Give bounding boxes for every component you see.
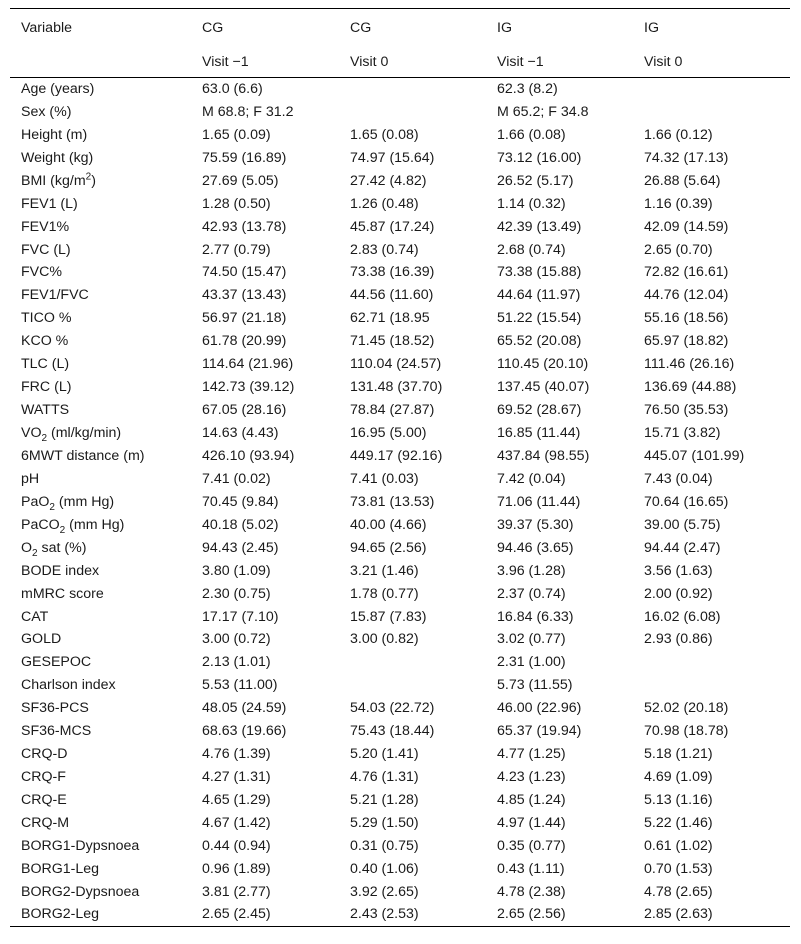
table-row: [10, 536, 790, 559]
table-row: [10, 261, 790, 284]
table-row: [10, 169, 790, 192]
cell-ig-visit-0: 2.93 (0.86): [644, 631, 713, 648]
row-label: Sex (%): [21, 103, 72, 120]
cell-ig-visit-0: 136.69 (44.88): [644, 379, 737, 396]
cell-ig-visit-minus1: 16.84 (6.33): [497, 608, 574, 625]
table-container: [10, 8, 790, 927]
row-label: CRQ-E: [21, 792, 67, 809]
cell-cg-visit-minus1: 4.65 (1.29): [202, 792, 271, 809]
cell-cg-visit-0: 5.20 (1.41): [350, 746, 419, 763]
cell-ig-visit-0: 70.98 (18.78): [644, 723, 729, 740]
cell-cg-visit-0: 4.76 (1.31): [350, 769, 419, 786]
table-row: [10, 376, 790, 399]
cell-cg-visit-0: 0.40 (1.06): [350, 860, 419, 877]
table-row: [10, 812, 790, 835]
cell-cg-visit-0: 62.71 (18.95: [350, 310, 430, 327]
cell-ig-visit-minus1: 4.85 (1.24): [497, 792, 566, 809]
cell-cg-visit-0: 75.43 (18.44): [350, 723, 435, 740]
cell-cg-visit-minus1: 94.43 (2.45): [202, 539, 279, 556]
cell-cg-visit-minus1: 75.59 (16.89): [202, 149, 287, 166]
header-visit-cg-0: Visit 0: [350, 54, 389, 70]
cell-ig-visit-minus1: 1.66 (0.08): [497, 126, 566, 143]
data-table: [10, 8, 790, 927]
row-label: CRQ-D: [21, 746, 68, 763]
cell-ig-visit-0: [633, 100, 790, 123]
cell-cg-visit-minus1: 74.50 (15.47): [202, 264, 287, 281]
cell-ig-visit-0: 15.71 (3.82): [644, 425, 721, 442]
cell-cg-visit-0: 131.48 (37.70): [350, 379, 443, 396]
row-label-tail: sat (%): [37, 539, 87, 556]
row-label: SF36-MCS: [21, 723, 92, 740]
cell-ig-visit-0: 52.02 (20.18): [644, 700, 729, 717]
cell-cg-visit-minus1: 43.37 (13.43): [202, 287, 287, 304]
header-row-group: [10, 9, 790, 48]
row-label: KCO %: [21, 333, 69, 350]
row-label-main: VO: [21, 425, 42, 442]
cell-ig-visit-0: 5.18 (1.21): [644, 746, 713, 763]
row-label: TLC (L): [21, 356, 70, 373]
cell-cg-visit-minus1: 4.76 (1.39): [202, 746, 271, 763]
cell-cg-visit-minus1: 4.27 (1.31): [202, 769, 271, 786]
cell-cg-visit-0: 44.56 (11.60): [350, 287, 434, 304]
cell-cg-visit-0: 1.26 (0.48): [350, 195, 419, 212]
table-row: [10, 445, 790, 468]
cell-ig-visit-0: 445.07 (101.99): [644, 447, 745, 464]
cell-ig-visit-minus1: 26.52 (5.17): [497, 172, 574, 189]
table-row: [10, 766, 790, 789]
table-row: [10, 720, 790, 743]
cell-ig-visit-minus1: 39.37 (5.30): [497, 516, 574, 533]
table-row: [10, 238, 790, 261]
cell-ig-visit-0: 65.97 (18.82): [644, 333, 729, 350]
cell-cg-visit-0: 2.43 (2.53): [350, 906, 419, 923]
header-visit-ig-0: Visit 0: [644, 54, 683, 70]
cell-cg-visit-minus1: 5.53 (11.00): [202, 677, 278, 694]
row-label-main: PaO: [21, 493, 50, 510]
row-label: [10, 490, 191, 513]
cell-ig-visit-minus1: 73.38 (15.88): [497, 264, 582, 281]
cell-ig-visit-0: [633, 78, 790, 101]
cell-ig-visit-minus1: 46.00 (22.96): [497, 700, 582, 717]
table-row: [10, 422, 790, 445]
cell-cg-visit-minus1: 0.96 (1.89): [202, 860, 271, 877]
table-row: [10, 123, 790, 146]
cell-ig-visit-0: 4.78 (2.65): [644, 883, 713, 900]
row-label-subscript: 2: [41, 432, 48, 444]
row-label: BORG2-Dypsnoea: [21, 883, 140, 900]
table-header: [10, 9, 790, 78]
cell-ig-visit-0: 1.16 (0.39): [644, 195, 713, 212]
cell-ig-visit-0: 0.61 (1.02): [644, 837, 713, 854]
row-label-subscript: 2: [49, 501, 55, 513]
cell-ig-visit-minus1: 2.31 (1.00): [497, 654, 566, 671]
row-label-main: O: [21, 539, 33, 556]
cell-cg-visit-minus1: M 68.8; F 31.2: [202, 103, 294, 120]
cell-ig-visit-minus1: 3.96 (1.28): [497, 562, 566, 579]
cell-cg-visit-minus1: 3.81 (2.77): [202, 883, 271, 900]
row-label-tail: (mm Hg): [54, 493, 115, 510]
cell-ig-visit-minus1: 4.78 (2.38): [497, 883, 566, 900]
cell-ig-visit-minus1: 4.23 (1.23): [497, 769, 566, 786]
row-label: CRQ-M: [21, 814, 70, 831]
row-label: FVC%: [21, 264, 62, 281]
cell-cg-visit-minus1: 114.64 (21.96): [202, 356, 294, 373]
row-label: Charlson index: [21, 677, 116, 694]
table-row: [10, 697, 790, 720]
cell-cg-visit-minus1: 2.13 (1.01): [202, 654, 271, 671]
cell-cg-visit-minus1: 56.97 (21.18): [202, 310, 287, 327]
cell-cg-visit-0: 1.65 (0.08): [350, 126, 419, 143]
cell-ig-visit-minus1: 0.35 (0.77): [497, 837, 566, 854]
cell-cg-visit-0: [339, 651, 486, 674]
cell-ig-visit-minus1: 42.39 (13.49): [497, 218, 582, 235]
table-row: [10, 651, 790, 674]
cell-ig-visit-0: 5.22 (1.46): [644, 814, 713, 831]
cell-ig-visit-0: 70.64 (16.65): [644, 493, 729, 510]
cell-cg-visit-minus1: 0.44 (0.94): [202, 837, 271, 854]
cell-ig-visit-minus1: 51.22 (15.54): [497, 310, 582, 327]
cell-ig-visit-0: 42.09 (14.59): [644, 218, 729, 235]
cell-cg-visit-minus1: 14.63 (4.43): [202, 425, 279, 442]
cell-ig-visit-0: 3.56 (1.63): [644, 562, 713, 579]
cell-ig-visit-0: 1.66 (0.12): [644, 126, 713, 143]
table-row: [10, 307, 790, 330]
table-row: [10, 743, 790, 766]
cell-cg-visit-0: 94.65 (2.56): [350, 539, 427, 556]
cell-ig-visit-minus1: 16.85 (11.44): [497, 425, 581, 442]
table-row: [10, 834, 790, 857]
cell-ig-visit-minus1: 7.42 (0.04): [497, 470, 566, 487]
cell-ig-visit-minus1: 2.65 (2.56): [497, 906, 566, 923]
table-row: [10, 880, 790, 903]
cell-ig-visit-0: 2.65 (0.70): [644, 241, 713, 258]
row-label: BORG2-Leg: [21, 906, 100, 923]
cell-ig-visit-0: 5.13 (1.16): [644, 792, 713, 809]
cell-ig-visit-minus1: 2.37 (0.74): [497, 585, 566, 602]
row-label: mMRC score: [21, 585, 104, 602]
row-label: FVC (L): [21, 241, 71, 258]
cell-ig-visit-0: 55.16 (18.56): [644, 310, 729, 327]
table-row: [10, 628, 790, 651]
row-label: WATTS: [21, 402, 70, 419]
row-label: CAT: [21, 608, 49, 625]
header-ig-2: IG: [644, 20, 659, 36]
cell-cg-visit-minus1: 426.10 (93.94): [202, 447, 295, 464]
header-ig-1: IG: [497, 20, 512, 36]
cell-cg-visit-0: [339, 100, 486, 123]
cell-ig-visit-0: 94.44 (2.47): [644, 539, 721, 556]
cell-cg-visit-0: 15.87 (7.83): [350, 608, 427, 625]
cell-ig-visit-minus1: 65.37 (19.94): [497, 723, 582, 740]
row-label: GOLD: [21, 631, 62, 648]
cell-ig-visit-minus1: M 65.2; F 34.8: [497, 103, 589, 120]
cell-cg-visit-minus1: 3.00 (0.72): [202, 631, 271, 648]
table-row: [10, 559, 790, 582]
cell-cg-visit-0: 110.04 (24.57): [350, 356, 442, 373]
cell-ig-visit-minus1: 0.43 (1.11): [497, 860, 565, 877]
cell-cg-visit-0: 27.42 (4.82): [350, 172, 427, 189]
cell-ig-visit-minus1: 137.45 (40.07): [497, 379, 590, 396]
cell-ig-visit-0: 4.69 (1.09): [644, 769, 713, 786]
row-label-subscript: 2: [32, 547, 38, 559]
row-label-main: BMI (kg/m: [21, 172, 86, 189]
cell-cg-visit-minus1: 42.93 (13.78): [202, 218, 287, 235]
cell-cg-visit-0: 3.00 (0.82): [350, 631, 419, 648]
row-label: FEV1%: [21, 218, 70, 235]
cell-cg-visit-0: 3.21 (1.46): [350, 562, 419, 579]
table-row: [10, 513, 790, 536]
cell-ig-visit-0: 7.43 (0.04): [644, 470, 713, 487]
cell-ig-visit-minus1: 2.68 (0.74): [497, 241, 566, 258]
cell-ig-visit-minus1: 5.73 (11.55): [497, 677, 573, 694]
cell-ig-visit-0: 2.00 (0.92): [644, 585, 713, 602]
cell-ig-visit-minus1: 69.52 (28.67): [497, 402, 582, 419]
table-row: [10, 674, 790, 697]
cell-cg-visit-minus1: 2.30 (0.75): [202, 585, 271, 602]
cell-cg-visit-minus1: 27.69 (5.05): [202, 172, 279, 189]
cell-ig-visit-0: 111.46 (26.16): [644, 356, 735, 373]
cell-cg-visit-0: [339, 674, 486, 697]
table-row: [10, 146, 790, 169]
cell-cg-visit-0: 5.29 (1.50): [350, 814, 419, 831]
table-row: [10, 789, 790, 812]
row-label: Age (years): [21, 81, 95, 98]
row-label: [10, 513, 191, 536]
cell-ig-visit-minus1: 1.14 (0.32): [497, 195, 566, 212]
cell-ig-visit-minus1: 62.3 (8.2): [497, 81, 558, 98]
table-row: [10, 284, 790, 307]
cell-cg-visit-0: 73.81 (13.53): [350, 493, 435, 510]
cell-ig-visit-minus1: 3.02 (0.77): [497, 631, 566, 648]
table-row: [10, 467, 790, 490]
row-label: BORG1-Leg: [21, 860, 100, 877]
row-label: 6MWT distance (m): [21, 447, 145, 464]
cell-cg-visit-0: 74.97 (15.64): [350, 149, 435, 166]
cell-cg-visit-minus1: 1.65 (0.09): [202, 126, 271, 143]
row-label-subscript: 2: [59, 524, 66, 536]
cell-cg-visit-0: 3.92 (2.65): [350, 883, 419, 900]
row-label: [10, 169, 191, 192]
cell-ig-visit-minus1: 73.12 (16.00): [497, 149, 582, 166]
header-visit-ig-minus1: Visit −1: [497, 54, 544, 70]
table-row: [10, 215, 790, 238]
cell-ig-visit-minus1: 110.45 (20.10): [497, 356, 589, 373]
row-label: [10, 422, 191, 445]
cell-cg-visit-minus1: 7.41 (0.02): [202, 470, 271, 487]
cell-cg-visit-0: 73.38 (16.39): [350, 264, 435, 281]
cell-cg-visit-0: 5.21 (1.28): [350, 792, 419, 809]
cell-cg-visit-0: 2.83 (0.74): [350, 241, 419, 258]
cell-ig-visit-minus1: 71.06 (11.44): [497, 493, 581, 510]
header-cg-2: CG: [350, 20, 372, 36]
header-variable: Variable: [21, 20, 72, 36]
row-label: FEV1 (L): [21, 195, 78, 212]
cell-cg-visit-minus1: 1.28 (0.50): [202, 195, 271, 212]
cell-ig-visit-0: 44.76 (12.04): [644, 287, 729, 304]
cell-cg-visit-0: 54.03 (22.72): [350, 700, 435, 717]
row-label: Height (m): [21, 126, 88, 143]
cell-cg-visit-0: 78.84 (27.87): [350, 402, 435, 419]
cell-cg-visit-minus1: 67.05 (28.16): [202, 402, 287, 419]
cell-ig-visit-0: 16.02 (6.08): [644, 608, 721, 625]
table-row: [10, 903, 790, 926]
cell-ig-visit-0: 0.70 (1.53): [644, 860, 713, 877]
cell-ig-visit-0: [633, 674, 790, 697]
table-row: [10, 490, 790, 513]
cell-cg-visit-minus1: 61.78 (20.99): [202, 333, 287, 350]
cell-cg-visit-minus1: 142.73 (39.12): [202, 379, 295, 396]
header-visit-cg-minus1: Visit −1: [202, 54, 249, 70]
cell-cg-visit-0: 16.95 (5.00): [350, 425, 427, 442]
row-label: SF36-PCS: [21, 700, 89, 717]
table-row: [10, 582, 790, 605]
cell-ig-visit-0: 26.88 (5.64): [644, 172, 721, 189]
row-label-tail: (ml/kg/min): [47, 425, 122, 442]
header-row-visit: [10, 47, 790, 78]
cell-ig-visit-minus1: 44.64 (11.97): [497, 287, 581, 304]
table-row: [10, 192, 790, 215]
row-label: GESEPOC: [21, 654, 92, 671]
row-label-tail: ): [91, 172, 96, 189]
table-row: [10, 857, 790, 880]
cell-cg-visit-0: 449.17 (92.16): [350, 447, 443, 464]
row-label: FRC (L): [21, 379, 72, 396]
cell-cg-visit-0: 0.31 (0.75): [350, 837, 419, 854]
header-cg-1: CG: [202, 20, 224, 36]
cell-cg-visit-minus1: 4.67 (1.42): [202, 814, 271, 831]
table-row: [10, 353, 790, 376]
row-label: BORG1-Dypsnoea: [21, 837, 140, 854]
cell-cg-visit-minus1: 17.17 (7.10): [202, 608, 279, 625]
row-label: [10, 536, 191, 559]
cell-ig-visit-0: 72.82 (16.61): [644, 264, 729, 281]
header-blank: [10, 47, 191, 78]
cell-ig-visit-0: [633, 651, 790, 674]
table-row: [10, 78, 790, 101]
cell-ig-visit-minus1: 437.84 (98.55): [497, 447, 590, 464]
row-label-superscript: 2: [85, 170, 92, 182]
cell-ig-visit-0: 76.50 (35.53): [644, 402, 729, 419]
cell-cg-visit-minus1: 68.63 (19.66): [202, 723, 287, 740]
row-label: Weight (kg): [21, 149, 94, 166]
table-row: [10, 100, 790, 123]
cell-ig-visit-0: 39.00 (5.75): [644, 516, 721, 533]
cell-cg-visit-minus1: 63.0 (6.6): [202, 81, 263, 98]
table-row: [10, 330, 790, 353]
cell-ig-visit-0: 2.85 (2.63): [644, 906, 713, 923]
table-body: [10, 78, 790, 927]
row-label: CRQ-F: [21, 769, 66, 786]
cell-cg-visit-0: 1.78 (0.77): [350, 585, 419, 602]
cell-cg-visit-0: 71.45 (18.52): [350, 333, 435, 350]
row-label-tail: (mm Hg): [65, 516, 125, 533]
cell-cg-visit-minus1: 2.77 (0.79): [202, 241, 271, 258]
cell-cg-visit-minus1: 48.05 (24.59): [202, 700, 287, 717]
cell-ig-visit-minus1: 4.77 (1.25): [497, 746, 566, 763]
cell-cg-visit-minus1: 70.45 (9.84): [202, 493, 279, 510]
cell-cg-visit-0: 40.00 (4.66): [350, 516, 427, 533]
cell-cg-visit-minus1: 2.65 (2.45): [202, 906, 271, 923]
row-label: pH: [21, 470, 40, 487]
cell-ig-visit-0: 74.32 (17.13): [644, 149, 729, 166]
row-label: BODE index: [21, 562, 100, 579]
cell-cg-visit-0: [339, 78, 486, 101]
cell-cg-visit-0: 7.41 (0.03): [350, 470, 419, 487]
cell-cg-visit-minus1: 3.80 (1.09): [202, 562, 271, 579]
cell-cg-visit-0: 45.87 (17.24): [350, 218, 435, 235]
cell-ig-visit-minus1: 4.97 (1.44): [497, 814, 566, 831]
row-label-main: PaCO: [21, 516, 60, 533]
table-row: [10, 605, 790, 628]
cell-cg-visit-minus1: 40.18 (5.02): [202, 516, 279, 533]
row-label: TICO %: [21, 310, 72, 327]
cell-ig-visit-minus1: 65.52 (20.08): [497, 333, 582, 350]
row-label: FEV1/FVC: [21, 287, 89, 304]
table-row: [10, 399, 790, 422]
cell-ig-visit-minus1: 94.46 (3.65): [497, 539, 574, 556]
